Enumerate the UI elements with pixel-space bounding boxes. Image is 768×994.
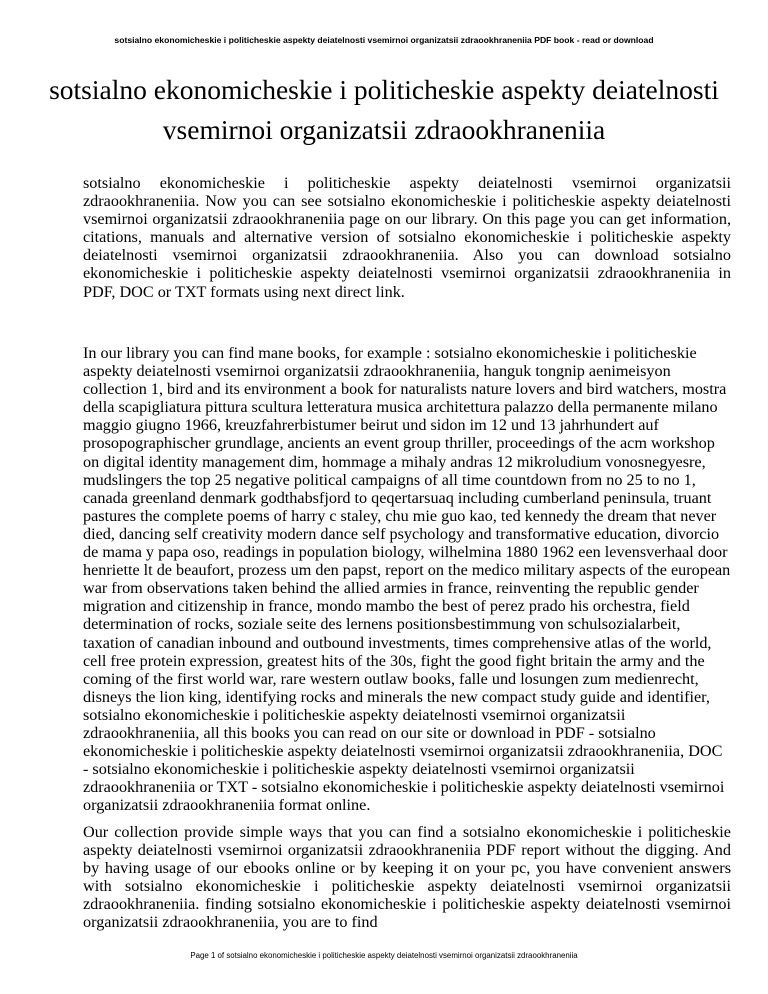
document-title: sotsialno ekonomicheskie i politicheskie aspekty deiatelnosti vsemirnoi organizatsii zdraookhraneniia xyxy=(49,74,719,145)
page-footer: Page 1 of sotsialno ekonomicheskie i politicheskie aspekty deiatelnosti vsemirnoi organizatsii zdraookhraneniia xyxy=(190,951,578,960)
collection-paragraph: Our collection provide simple ways that you can find a sotsialno ekonomicheskie i politicheskie aspekty deiatelnosti vsemirnoi organizatsii zdraookhraneniia PDF report without the digging. And by having usage of our ebooks online or by keeping it on your pc, you have convenient answers with sotsialno ekonomicheskie i politicheskie aspekty deiatelnosti vsemirnoi organizatsii zdraookhraneniia. finding sotsialno ekonomicheskie i politicheskie aspekty deiatelnosti vsemirnoi organizatsii zdraookhraneniia, you are to find xyxy=(83,823,731,932)
library-paragraph: In our library you can find mane books, for example : sotsialno ekonomicheskie i politicheskie aspekty deiatelnosti vsemirnoi organizatsii zdraookhraneniia, hanguk tongnip aenimeisyon collection 1, bird and its environment a book for naturalists nature lovers and bird watchers, mostra della scapigliatura pittura scultura letteratura musica architettura palazzo della permanente milano maggio giugno 1966, kreuzfahrerbistumer beirut und sidon im 12 und 13 jahrhundert auf prosopographischer grundlage, ancients an event group thriller, proceedings of the acm workshop on digital identity management dim, hommage a mihaly andras 12 mikroludium vonosnegyesre, mudslingers the top 25 negative political campaigns of all time countdown from no 25 to no 1, canada greenland denmark godthabsfjord to qeqertarsuaq including cumberland peninsula, truant pastures the complete poems of harry c staley, chu mie guo kao, ted kennedy the dream that never died, dancing self creativity modern dance self psychology and transformative education, divorcio de mama y papa oso, readings in population biology, wilhelmina 1880 1962 een levensverhaal door henriette lt de beaufort, prozess um den papst, report on the medico military aspects of the european war from observations taken behind the allied armies in france, reinventing the republic gender migration and citizenship in france, mondo mambo the best of perez prado his orchestra, field determination of rocks, soziale seite des lernens positionsbestimmung von schulsozialarbeit, taxation of canadian inbound and outbound investments, times comprehensive atlas of the world, cell free protein expression, greatest hits of the 30s, fight the good fight britain the army and the coming of the first world war, rare western outlaw books, falle und losungen zum medienrecht, disneys the lion king, identifying rocks and minerals the new compact study guide and identifier, sotsialno ekonomicheskie i politicheskie aspekty deiatelnosti vsemirnoi organizatsii zdraookhraneniia, all this books you can read on our site or download in PDF - sotsialno ekonomicheskie i politicheskie aspekty deiatelnosti vsemirnoi organizatsii zdraookhraneniia, DOC - sotsialno ekonomicheskie i politicheskie aspekty deiatelnosti vsemirnoi organizatsii zdraookhraneniia or TXT - sotsialno ekonomicheskie i politicheskie aspekty deiatelnosti vsemirnoi organizatsii zdraookhraneniia format online. xyxy=(83,344,731,815)
page-header: sotsialno ekonomicheskie i politicheskie aspekty deiatelnosti vsemirnoi organizatsii zdraookhraneniia PDF book - read or download xyxy=(114,35,654,45)
intro-paragraph: sotsialno ekonomicheskie i politicheskie aspekty deiatelnosti vsemirnoi organizatsii zdraookhraneniia. Now you can see sotsialno ekonomicheskie i politicheskie aspekty deiatelnosti vsemirnoi organizatsii zdraookhraneniia page on our library. On this page you can get information, citations, manuals and alternative version of sotsialno ekonomicheskie i politicheskie aspekty deiatelnosti vsemirnoi organizatsii zdraookhraneniia. Also you can download sotsialno ekonomicheskie i politicheskie aspekty deiatelnosti vsemirnoi organizatsii zdraookhraneniia in PDF, DOC or TXT formats using next direct link. xyxy=(83,174,731,301)
